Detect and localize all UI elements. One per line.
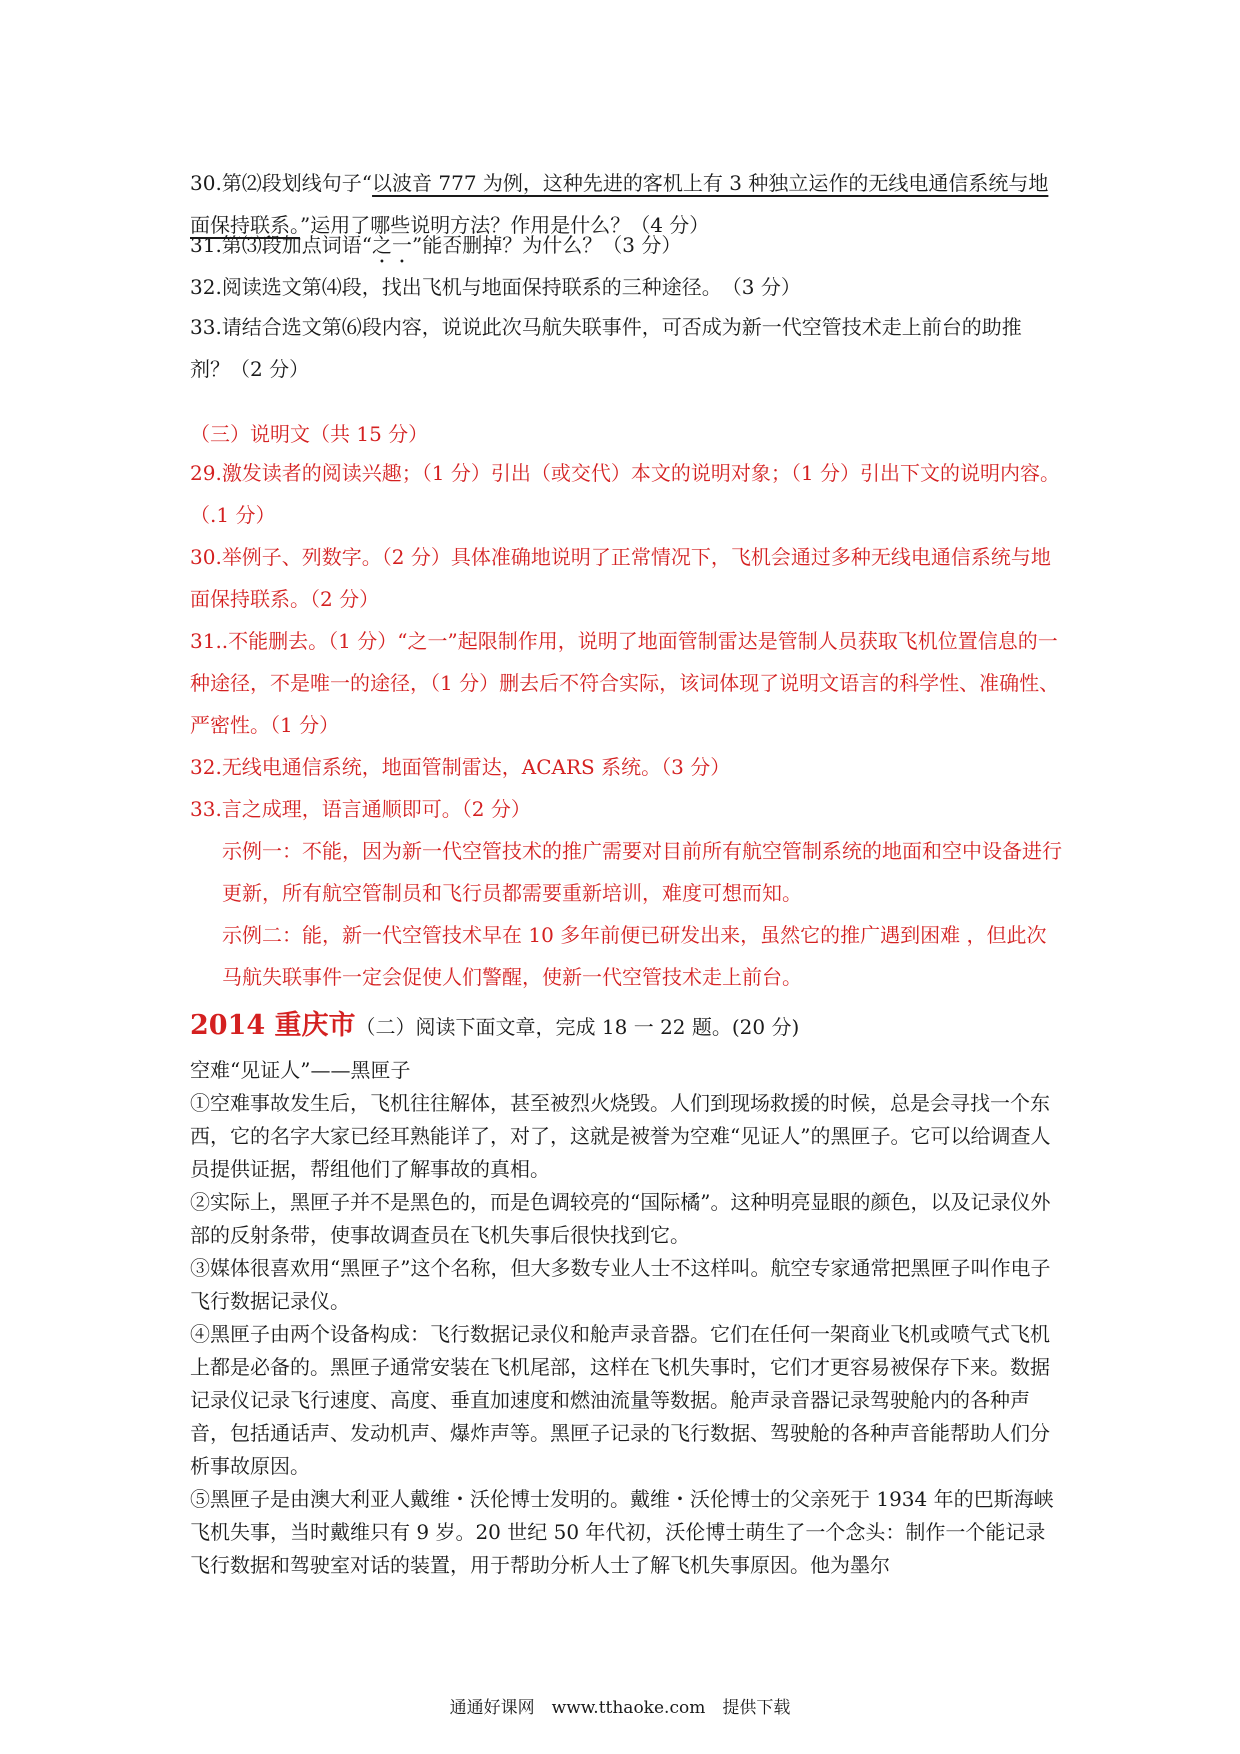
answer-29: [190, 452, 1060, 536]
heading-instructions: （二）阅读下面文章，完成 18 一 22 题。(20 分): [355, 1015, 800, 1039]
answer-number: 30.: [190, 545, 222, 569]
question-31: [190, 224, 1060, 268]
article: [190, 1054, 1060, 1582]
answer-32: [190, 746, 1060, 788]
answer-number: 29.: [190, 461, 222, 485]
answer-text: 举例子、列数字。（2 分）具体准确地说明了正常情况下，飞机会通过多种无线电通信系统与地面保持联系。（2 分）: [190, 545, 1051, 611]
answer-31: [190, 620, 1060, 746]
question-number: 32.: [190, 275, 222, 299]
underlined-sentence: 以波音 777 为例，这种先进的客机上有 3 种独立运作的无线电通信系统与地面保持联系。: [190, 171, 1049, 237]
article-title: 空难“见证人”——黑匣子: [190, 1058, 411, 1082]
reading-heading: [190, 1008, 799, 1045]
question-number: 30.: [190, 171, 222, 195]
article-paragraph-5: ⑤黑匣子是由澳大利亚人戴维・沃伦博士发明的。戴维・沃伦博士的父亲死于 1934 年的巴斯海峡飞机失事，当时戴维只有 9 岁。20 世纪 50 年代初，沃伦博士萌生了一个念头：制作一个能记录飞行数据和驾驶室对话的装置，用于帮助分析人士了解飞机失事原因。他为墨尔: [190, 1487, 1054, 1577]
article-paragraph-1: ①空难事故发生后，飞机往往解体，甚至被烈火烧毁。人们到现场救援的时候，总是会寻找一个东西，它的名字大家已经耳熟能详了，对了，这就是被誉为空难“见证人”的黑匣子。它可以给调查人员提供证据，帮组他们了解事故的真相。: [190, 1091, 1051, 1181]
question-text: 阅读选文第⑷段，找出飞机与地面保持联系的三种途径。 （3 分）: [221, 275, 801, 299]
question-number: 31.: [190, 233, 222, 257]
section-title: （三）说明文（共 15 分）: [190, 422, 429, 446]
answer-text: 言之成理，语言通顺即可。（2 分）: [221, 797, 531, 821]
article-paragraph-2: ②实际上，黑匣子并不是黑色的，而是色调较亮的“国际橘”。这种明亮显眼的颜色，以及记录仪外部的反射条带，使事故调查员在飞机失事后很快找到它。: [190, 1190, 1051, 1247]
question-text: 请结合选文第⑹段内容，说说此次马航失联事件，可否成为新一代空管技术走上前台的助推剂？（2 分）: [190, 315, 1022, 381]
page-footer: 通通好课网 www.tthaoke.com 提供下载: [449, 1698, 791, 1718]
answer-number: 31..: [190, 629, 229, 653]
question-32: [190, 266, 1060, 308]
answer-text: 无线电通信系统，地面管制雷达，ACARS 系统。（3 分）: [221, 755, 731, 779]
question-33: [190, 306, 1060, 390]
question-text-post: ”能否删掉？为什么？（3 分）: [412, 233, 682, 257]
answer-example-2: 示例二：能，新一代空管技术早在 10 多年前便已研发出来，虽然它的推广遇到困难 ，但此次马航失联事件一定会促使人们警醒，使新一代空管技术走上前台。: [222, 923, 1047, 989]
article-paragraph-4: ④黑匣子由两个设备构成：飞行数据记录仪和舱声录音器。它们在任何一架商业飞机或喷气式飞机上都是必备的。黑匣子通常安装在飞机尾部，这样在飞机失事时，它们才更容易被保存下来。数据记录仪记录飞行速度、高度、垂直加速度和燃油流量等数据。舱声录音器记录驾驶舱内的各种声音，包括通话声、发动机声、爆炸声等。黑匣子记录的飞行数据、驾驶舱的各种声音能帮助人们分析事故原因。: [190, 1322, 1050, 1478]
question-number: 33.: [190, 315, 222, 339]
question-text-pre: 第⑶段加点词语“: [221, 233, 373, 257]
dotted-word: 之一: [372, 233, 413, 257]
question-text-pre: 第⑵段划线句子“: [221, 171, 373, 195]
question-text-post: ”运用了哪些说明方法？作用是什么？（4 分）: [300, 213, 710, 237]
answer-33: [190, 788, 1060, 830]
answer-number: 33.: [190, 797, 222, 821]
answer-number: 32.: [190, 755, 222, 779]
heading-year-city: 2014 重庆市: [190, 1010, 356, 1041]
answer-text: 激发读者的阅读兴趣；（1 分）引出（或交代）本文的说明对象；（1 分）引出下文的说明内容。（.1 分）: [190, 461, 1060, 527]
article-paragraph-3: ③媒体很喜欢用“黑匣子”这个名称，但大多数专业人士不这样叫。航空专家通常把黑匣子叫作电子飞行数据记录仪。: [190, 1256, 1051, 1313]
answer-example-1: 示例一：不能，因为新一代空管技术的推广需要对目前所有航空管制系统的地面和空中设备进行更新，所有航空管制员和飞行员都需要重新培训，难度可想而知。: [222, 839, 1062, 905]
answer-text: 不能删去。（1 分）“之一”起限制作用，说明了地面管制雷达是管制人员获取飞机位置信息的一种途径，不是唯一的途径，（1 分）删去后不符合实际，该词体现了说明文语言的科学性、准确性、严密性。（1 分）: [190, 629, 1060, 737]
answer-30: [190, 536, 1060, 620]
